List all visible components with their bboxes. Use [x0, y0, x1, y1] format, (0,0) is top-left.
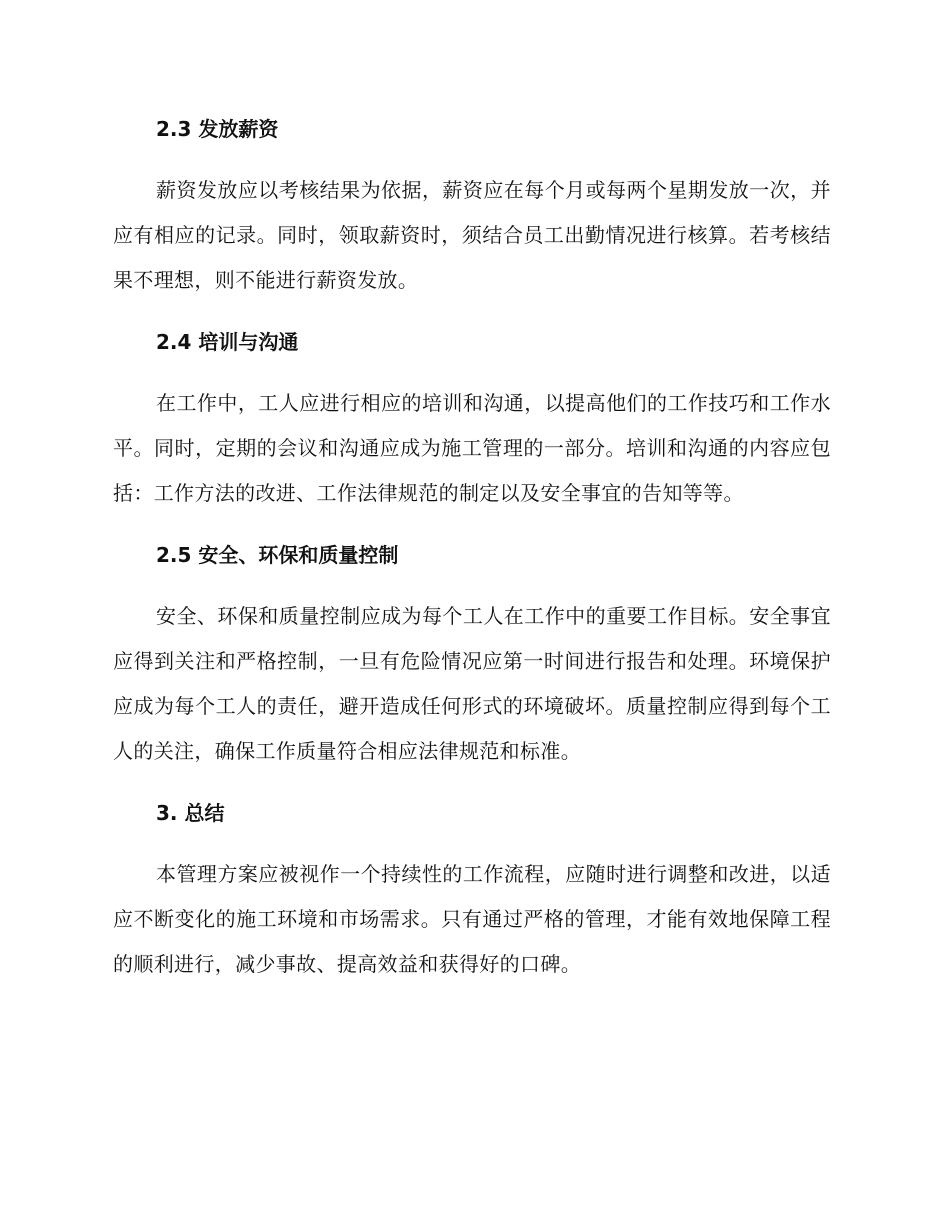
section-heading-2-5: 2.5 安全、环保和质量控制 — [156, 543, 399, 567]
section-paragraph-2-5: 安全、环保和质量控制应成为每个工人在工作中的重要工作目标。安全事宜应得到关注和严格控制，一旦有危险情况应第一时间进行报告和处理。环境保护应成为每个工人的责任，避开造成任何形式的环境破坏。质量控制应得到每个工人的关注，确保工作质量符合相应法律规范和标准。 — [113, 604, 831, 763]
section-paragraph-3: 本管理方案应被视作一个持续性的工作流程，应随时进行调整和改进，以适应不断变化的施工环境和市场需求。只有通过严格的管理，才能有效地保障工程的顺利进行，减少事故、提高效益和获得好的口碑。 — [113, 862, 831, 976]
section-heading-2-3: 2.3 发放薪资 — [156, 117, 279, 141]
section-paragraph-2-4: 在工作中，工人应进行相应的培训和沟通，以提高他们的工作技巧和工作水平。同时，定期的会议和沟通应成为施工管理的一部分。培训和沟通的内容应包括：工作方法的改进、工作法律规范的制定以及安全事宜的告知等等。 — [113, 391, 831, 505]
section-paragraph-2-3: 薪资发放应以考核结果为依据，薪资应在每个月或每两个星期发放一次，并应有相应的记录。同时，领取薪资时，须结合员工出勤情况进行核算。若考核结果不理想，则不能进行薪资发放。 — [113, 178, 831, 292]
section-heading-3: 3. 总结 — [156, 801, 225, 825]
document-page — [113, 112, 831, 987]
section-heading-2-4: 2.4 培训与沟通 — [156, 330, 299, 354]
